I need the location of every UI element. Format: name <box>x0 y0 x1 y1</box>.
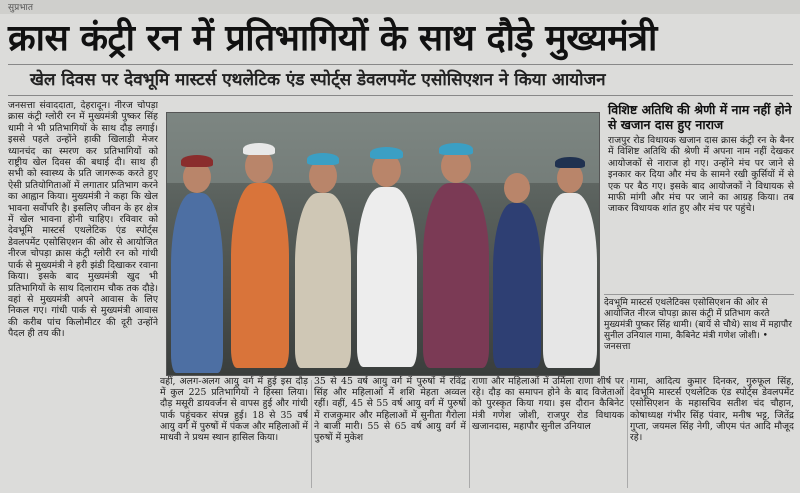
bottom-column-4: गामा, आदित्य कुमार दिनकर, गुरुफूल सिंह, देवभूमि मास्टर्स एथलेटिक एंड स्पोर्ट्स डेवलपमेंट एसोसिएशन के महासचिव सतीश चंद चौहान, कोषाध्यक्ष गंभीर सिंह पंवार, मनीष भट्ट, जितेंद्र गुप्ता, जयमल सिंह नेगी, जीएम पंत आदि मौजूद रहे। <box>630 376 794 444</box>
headline: क्रास कंट्री रन में प्रतिभागियों के साथ दौड़े मुख्यमंत्री <box>8 18 657 59</box>
subheadline: खेल दिवस पर देवभूमि मास्टर्स एथलेटिक एंड स्पोर्ट्स डेवलपमेंट एसोसिएशन ने किया आयोजन <box>30 70 606 90</box>
sidebar-story <box>602 102 794 287</box>
photo-person <box>543 193 597 368</box>
photo-person-head <box>504 173 530 203</box>
bottom-column-1: वहीं, अलग-अलग आयु वर्ग में हुई इस दौड़ में कुल 225 प्रतिभागियों ने हिस्सा लिया। दौड़ मसूरी डायवर्जन से वापस हुई और गांधी पार्क पहुंचकर संपन्न हुई। 18 से 35 वर्ष आयु वर्ग में पुरुषों में पंकज और महिलाओं में माधवी ने प्रथम स्थान हासिल किया। <box>160 376 308 444</box>
photo-cap <box>307 153 339 165</box>
divider-rule <box>8 95 793 96</box>
main-story-column <box>8 100 158 488</box>
masthead-strip <box>0 0 800 14</box>
cm-running-with-participants-photo <box>166 112 600 376</box>
column-divider <box>627 380 628 488</box>
bottom-column-2: 35 से 45 वर्ष आयु वर्ग में पुरुषों में रविंद्र सिंह और महिलाओं में शशि मेहता अव्वल रहीं। वहीं, 45 से 55 वर्ष आयु वर्ग में पुरुषों में राजकुमार और महिलाओं में सुनीता गैरोला ने बाजी मारी। 55 से 65 वर्ष आयु वर्ग में पुरुषों में मुकेश <box>314 376 466 444</box>
photo-person <box>231 183 289 368</box>
photo-cap <box>555 157 585 168</box>
sidebar-body: राजपुर रोड विधायक खजान दास क्रास कंट्री रन के बैनर में विशिष्ट अतिथि की श्रेणी में अपना नाम नहीं देखकर आयोजकों से नाराज हो गए। उन्होंने मंच पर जाने से इनकार कर दिया और मंच के सामने रखी कुर्सियों में से एक पर बैठ गए। इसके बाद आयोजकों ने विधायक से माफी मांगी और मंच पर जाने का आग्रह किया। तब जाकर विधायक शांत हुए और मंच पर पहुंचे। <box>608 135 794 215</box>
column-divider <box>311 380 312 488</box>
photo-caption: देवभूमि मास्टर्स एथलेटिक्स एसोसिएशन की ओर से आयोजित नीरज चोपड़ा क्रास कंट्री में प्रतिभाग करते मुख्यमंत्री पुष्कर सिंह धामी। (बायें से चौथे) साथ में महापौर सुनील उनियाल गामा, कैबिनेट मंत्री गणेश जोशी। • जनसत्ता <box>604 294 794 368</box>
photo-person <box>295 193 351 368</box>
main-story-text: जनसत्ता संवाददाता, देहरादून। नीरज चोपड़ा क्रास कंट्री ग्लोरी रन में मुख्यमंत्री पुष्कर सिंह धामी ने भी प्रतिभागियों के साथ दौड़ लगाई। इससे पहले उन्होंने हाकी खिलाड़ी मेजर ध्यानचंद का स्मरण कर प्रतिभागियों को राष्ट्रीय खेल दिवस की बधाई दी। साथ ही सभी को स्वास्थ्य के प्रति जागरूक करते हुए ऐसी प्रतियोगिताओं में लगातार प्रतिभाग करने का आह्वान किया। मुख्यमंत्री ने कहा कि खेल भावना सर्वोपरि है। इसलिए जीवन के हर क्षेत्र में खेल भावना होनी चाहिए। रविवार को देवभूमि मास्टर्स एथलेटिक एंड स्पोर्ट्स डेवलपमेंट एसोसिएशन की ओर से आयोजित नीरज चोपड़ा क्रास कंट्री ग्लोरी रन को गांधी पार्क से मुख्यमंत्री ने हरी झंडी दिखाकर रवाना किया। इसके बाद मुख्यमंत्री खुद भी प्रतिभागियों के साथ दिलाराम चौक तक दौड़े। वहां से मुख्यमंत्री अपने आवास के लिए निकल गए। गांधी पार्क से मुख्यमंत्री आवास की करीब पांच किलोमीटर की दूरी उन्होंने पैदल ही तय की। <box>8 100 158 340</box>
photo-person <box>357 187 417 367</box>
divider-rule <box>8 64 793 65</box>
bottom-columns <box>160 376 794 488</box>
photo-cap <box>439 143 473 155</box>
sidebar-title: विशिष्ट अतिथि की श्रेणी में नाम नहीं होने से खजान दास हुए नाराज <box>608 102 792 132</box>
column-divider <box>469 380 470 488</box>
photo-person <box>423 183 489 368</box>
masthead-text: सुप्रभात <box>8 3 33 13</box>
bottom-column-3: राणा और महिलाओं में उर्मिला राणा शीर्ष पर रहे। दौड़ का समापन होने के बाद विजेताओं को पुरस्कृत किया गया। इस दौरान कैबिनेट मंत्री गणेश जोशी, राजपुर रोड विधायक खजानदास, महापौर सुनील उनियाल <box>472 376 624 432</box>
photo-cap <box>181 155 213 167</box>
photo-person <box>171 193 223 373</box>
photo-cap <box>370 147 403 159</box>
photo-person <box>493 203 541 368</box>
photo-cap <box>243 143 275 155</box>
